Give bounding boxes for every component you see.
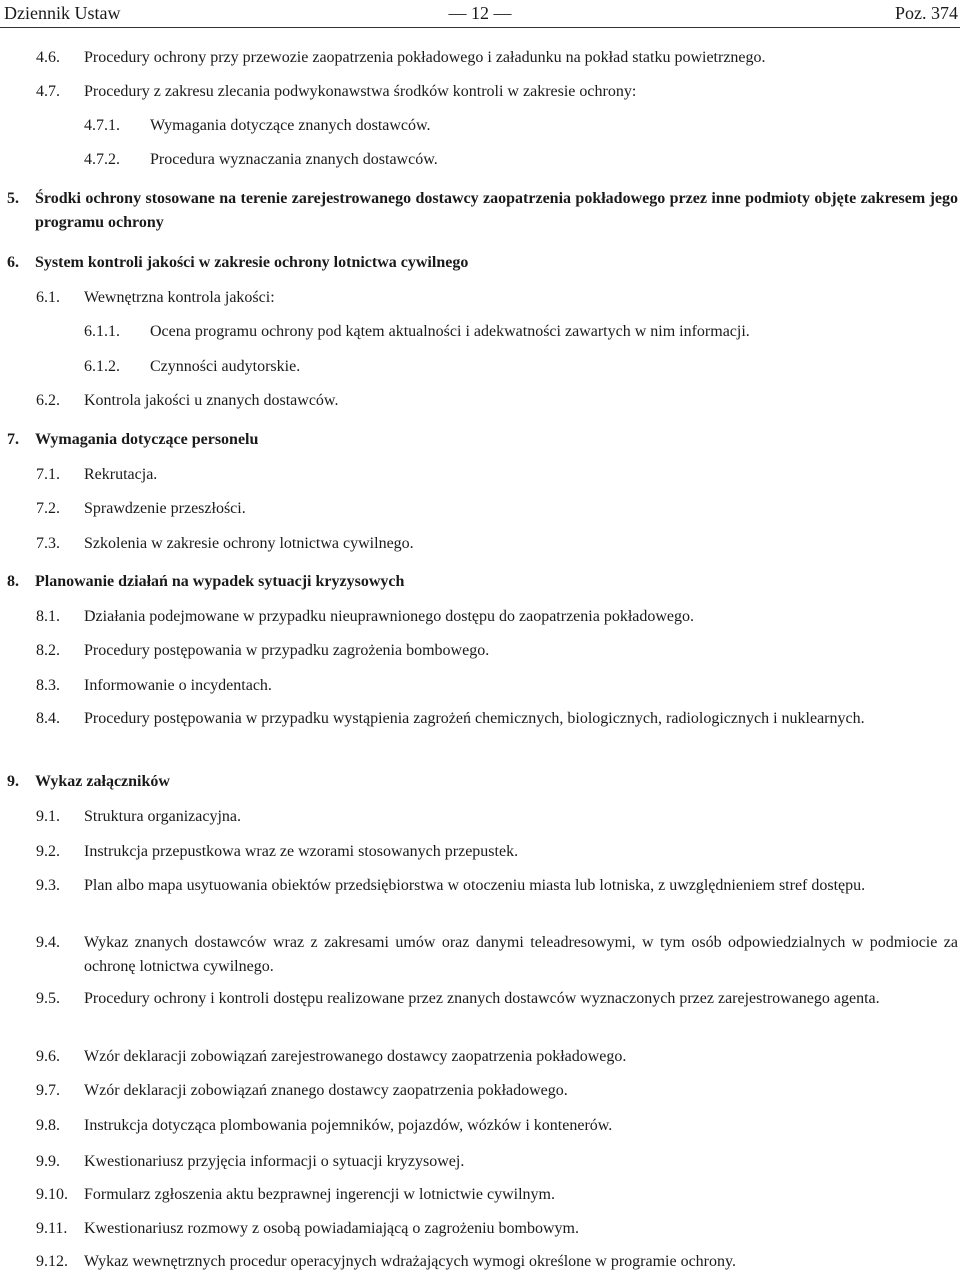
toc-item-8-1 <box>36 605 958 629</box>
item-text: Procedury z zakresu zlecania podwykonawstwa środków kontroli w zakresie ochrony: <box>84 83 637 100</box>
toc-item-9-1 <box>36 805 958 829</box>
section-number: 5. <box>7 190 19 207</box>
toc-item-4-6 <box>36 46 958 70</box>
item-number: 9.7. <box>36 1082 60 1099</box>
item-number: 9.10. <box>36 1186 68 1203</box>
item-number: 9.1. <box>36 808 60 825</box>
toc-item-9-7 <box>36 1079 958 1103</box>
toc-item-4-7-2 <box>84 148 958 172</box>
toc-item-9-5 <box>36 987 958 1011</box>
toc-item-9-2 <box>36 840 958 864</box>
item-text: Plan albo mapa usytuowania obiektów przedsiębiorstwa w otoczeniu miasta lub lotniska, z uwzględnieniem stref dostępu. <box>84 877 866 894</box>
item-text: Struktura organizacyjna. <box>84 808 241 825</box>
toc-item-8-2 <box>36 639 958 663</box>
item-number: 9.4. <box>36 934 60 951</box>
toc-item-9-6 <box>36 1045 958 1069</box>
item-text: Wzór deklaracji zobowiązań znanego dostawcy zaopatrzenia pokładowego. <box>84 1082 568 1099</box>
item-number: 8.3. <box>36 677 60 694</box>
item-text: Procedury postępowania w przypadku zagrożenia bombowego. <box>84 642 490 659</box>
item-text: Wewnętrzna kontrola jakości: <box>84 289 275 306</box>
item-text: Wzór deklaracji zobowiązań zarejestrowanego dostawcy zaopatrzenia pokładowego. <box>84 1048 627 1065</box>
item-number: 9.6. <box>36 1048 60 1065</box>
item-number: 8.4. <box>36 710 60 727</box>
item-number: 8.1. <box>36 608 60 625</box>
toc-item-9-9 <box>36 1150 958 1174</box>
section-number: 9. <box>7 773 19 790</box>
toc-section-8 <box>7 570 958 594</box>
toc-item-8-3 <box>36 674 958 698</box>
item-text: Kontrola jakości u znanych dostawców. <box>84 392 339 409</box>
item-number: 9.5. <box>36 990 60 1007</box>
item-number: 4.7.1. <box>84 117 120 134</box>
item-number: 6.1.1. <box>84 323 120 340</box>
toc-item-6-1-2 <box>84 355 958 379</box>
section-title: Środki ochrony stosowane na terenie zarejestrowanego dostawcy zaopatrzenia pokładowego przez inne podmioty objęte zakresem jego programu ochrony <box>35 190 958 231</box>
toc-item-8-4 <box>36 707 958 731</box>
section-number: 8. <box>7 573 19 590</box>
item-text: Wymagania dotyczące znanych dostawców. <box>150 117 431 134</box>
toc-item-9-3 <box>36 874 958 898</box>
toc-item-4-7-1 <box>84 114 958 138</box>
item-number: 6.2. <box>36 392 60 409</box>
item-text: Wykaz wewnętrznych procedur operacyjnych wdrażających wymogi określone w programie ochrony. <box>84 1253 736 1270</box>
toc-item-6-1 <box>36 286 958 310</box>
item-text: Rekrutacja. <box>84 466 158 483</box>
section-title: Planowanie działań na wypadek sytuacji kryzysowych <box>35 573 405 590</box>
section-title: Wymagania dotyczące personelu <box>35 431 259 448</box>
item-text: Kwestionariusz przyjęcia informacji o sytuacji kryzysowej. <box>84 1153 465 1170</box>
section-number: 6. <box>7 254 19 271</box>
item-text: Ocena programu ochrony pod kątem aktualności i adekwatności zawartych w nim informacji. <box>150 323 750 340</box>
item-number: 7.3. <box>36 535 60 552</box>
item-text: Instrukcja przepustkowa wraz ze wzorami stosowanych przepustek. <box>84 843 519 860</box>
section-number: 7. <box>7 431 19 448</box>
toc-section-9 <box>7 770 958 794</box>
toc-item-4-7 <box>36 80 958 104</box>
item-text: Instrukcja dotycząca plombowania pojemników, pojazdów, wózków i kontenerów. <box>84 1117 613 1134</box>
item-text: Czynności audytorskie. <box>150 358 301 375</box>
toc-item-6-2 <box>36 389 958 413</box>
item-number: 6.1.2. <box>84 358 120 375</box>
item-text: Szkolenia w zakresie ochrony lotnictwa cywilnego. <box>84 535 414 552</box>
toc-section-5 <box>7 187 958 235</box>
item-text: Wykaz znanych dostawców wraz z zakresami umów oraz danymi teleadresowymi, w tym osób odpowiedzialnych w podmiocie za ochronę lotnictwa cywilnego. <box>84 934 958 975</box>
toc-section-6 <box>7 251 958 275</box>
item-text: Działania podejmowane w przypadku nieuprawnionego dostępu do zaopatrzenia pokładowego. <box>84 608 695 625</box>
item-text: Informowanie o incydentach. <box>84 677 272 694</box>
item-number: 7.1. <box>36 466 60 483</box>
toc-item-6-1-1 <box>84 320 958 344</box>
item-number: 4.7.2. <box>84 151 120 168</box>
journal-title: Dziennik Ustaw <box>4 3 121 23</box>
item-number: 7.2. <box>36 500 60 517</box>
item-number: 9.3. <box>36 877 60 894</box>
item-number: 4.6. <box>36 49 60 66</box>
item-text: Procedury ochrony przy przewozie zaopatrzenia pokładowego i załadunku na pokład statku powietrznego. <box>84 49 766 66</box>
item-number: 9.11. <box>36 1220 68 1237</box>
toc-section-7 <box>7 428 958 452</box>
item-number: 8.2. <box>36 642 60 659</box>
item-text: Formularz zgłoszenia aktu bezprawnej ingerencji w lotnictwie cywilnym. <box>84 1186 555 1203</box>
position-number: Poz. 374 <box>895 3 958 23</box>
toc-item-7-1 <box>36 463 958 487</box>
section-title: System kontroli jakości w zakresie ochrony lotnictwa cywilnego <box>35 254 469 271</box>
item-text: Procedury ochrony i kontroli dostępu realizowane przez znanych dostawców wyznaczonych przez zarejestrowanego agenta. <box>84 990 880 1007</box>
item-text: Procedura wyznaczania znanych dostawców. <box>150 151 438 168</box>
item-text: Kwestionariusz rozmowy z osobą powiadamiającą o zagrożeniu bombowym. <box>84 1220 579 1237</box>
item-text: Sprawdzenie przeszłości. <box>84 500 246 517</box>
item-number: 4.7. <box>36 83 60 100</box>
toc-item-9-8 <box>36 1114 958 1138</box>
toc-item-9-10 <box>36 1183 958 1207</box>
item-number: 6.1. <box>36 289 60 306</box>
item-number: 9.2. <box>36 843 60 860</box>
toc-item-9-12 <box>36 1250 958 1274</box>
page-header <box>0 0 960 28</box>
toc-item-9-4 <box>36 931 958 979</box>
item-number: 9.12. <box>36 1253 68 1270</box>
page-number: — 12 — <box>448 3 512 23</box>
toc-item-7-3 <box>36 532 958 556</box>
item-text: Procedury postępowania w przypadku wystąpienia zagrożeń chemicznych, biologicznych, radiologicznych i nuklearnych. <box>84 710 865 727</box>
toc-item-9-11 <box>36 1217 958 1241</box>
toc-item-7-2 <box>36 497 958 521</box>
section-title: Wykaz załączników <box>35 773 170 790</box>
item-number: 9.8. <box>36 1117 60 1134</box>
item-number: 9.9. <box>36 1153 60 1170</box>
